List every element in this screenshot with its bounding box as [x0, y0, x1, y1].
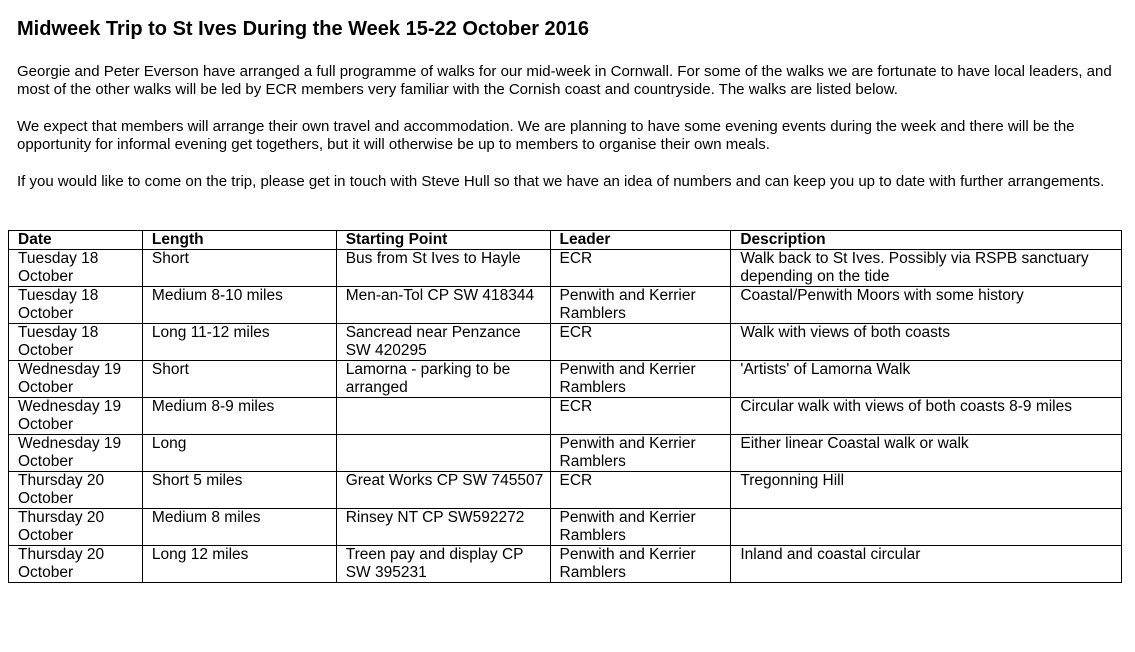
cell-length: Long 11-12 miles: [142, 324, 336, 361]
table-row: [9, 435, 1122, 472]
cell-starting-point: Bus from St Ives to Hayle: [336, 250, 550, 287]
cell-date: Thursday 20 October: [9, 472, 143, 509]
travel-paragraph: We expect that members will arrange their own travel and accommodation. We are planning to have some evening events during the week and there will be the opportunity for informal evening get togethers, but it will otherwise be up to members to organise their own meals.: [17, 118, 1075, 153]
cell-starting-point: [336, 435, 550, 472]
cell-date: Tuesday 18 October: [9, 250, 143, 287]
cell-description: Walk with views of both coasts: [731, 324, 1122, 361]
cell-starting-point: [336, 398, 550, 435]
page-title: Midweek Trip to St Ives During the Week 15-22 October 2016: [17, 18, 590, 40]
table-row: [9, 287, 1122, 324]
cell-starting-point: Great Works CP SW 745507: [336, 472, 550, 509]
cell-date: Wednesday 19 October: [9, 398, 143, 435]
cell-description: Walk back to St Ives. Possibly via RSPB sanctuary depending on the tide: [731, 250, 1122, 287]
cell-starting-point: Treen pay and display CP SW 395231: [336, 546, 550, 583]
cell-length: Medium 8-9 miles: [142, 398, 336, 435]
header-description: Description: [731, 231, 1122, 250]
cell-leader: ECR: [550, 250, 731, 287]
table-header-row: [9, 231, 1122, 250]
walks-table: [8, 230, 1122, 583]
cell-leader: Penwith and Kerrier Ramblers: [550, 435, 731, 472]
cell-starting-point: Rinsey NT CP SW592272: [336, 509, 550, 546]
table-row: [9, 324, 1122, 361]
header-leader: Leader: [550, 231, 731, 250]
cell-length: Long 12 miles: [142, 546, 336, 583]
cell-description: 'Artists' of Lamorna Walk: [731, 361, 1122, 398]
header-length: Length: [142, 231, 336, 250]
cell-leader: ECR: [550, 324, 731, 361]
table-row: [9, 509, 1122, 546]
cell-length: Short: [142, 250, 336, 287]
table-row: [9, 250, 1122, 287]
cell-description: Coastal/Penwith Moors with some history: [731, 287, 1122, 324]
cell-length: Short: [142, 361, 336, 398]
cell-leader: Penwith and Kerrier Ramblers: [550, 509, 731, 546]
cell-starting-point: Lamorna - parking to be arranged: [336, 361, 550, 398]
cell-leader: ECR: [550, 398, 731, 435]
table-row: [9, 361, 1122, 398]
cell-date: Thursday 20 October: [9, 546, 143, 583]
cell-date: Tuesday 18 October: [9, 287, 143, 324]
header-date: Date: [9, 231, 143, 250]
cell-leader: ECR: [550, 472, 731, 509]
cell-leader: Penwith and Kerrier Ramblers: [550, 287, 731, 324]
cell-length: Medium 8 miles: [142, 509, 336, 546]
cell-leader: Penwith and Kerrier Ramblers: [550, 361, 731, 398]
cell-length: Long: [142, 435, 336, 472]
table-row: [9, 472, 1122, 509]
cell-date: Wednesday 19 October: [9, 361, 143, 398]
table-row: [9, 398, 1122, 435]
contact-paragraph: If you would like to come on the trip, please get in touch with Steve Hull so that we have an idea of numbers and can keep you up to date with further arrangements.: [17, 173, 1105, 190]
cell-length: Short 5 miles: [142, 472, 336, 509]
cell-length: Medium 8-10 miles: [142, 287, 336, 324]
cell-description: Inland and coastal circular: [731, 546, 1122, 583]
cell-date: Tuesday 18 October: [9, 324, 143, 361]
cell-description: Either linear Coastal walk or walk: [731, 435, 1122, 472]
cell-starting-point: Men-an-Tol CP SW 418344: [336, 287, 550, 324]
cell-date: Wednesday 19 October: [9, 435, 143, 472]
cell-leader: Penwith and Kerrier Ramblers: [550, 546, 731, 583]
cell-description: [731, 509, 1122, 546]
cell-starting-point: Sancread near Penzance SW 420295: [336, 324, 550, 361]
header-starting-point: Starting Point: [336, 231, 550, 250]
cell-description: Tregonning Hill: [731, 472, 1122, 509]
table-row: [9, 546, 1122, 583]
intro-paragraph: Georgie and Peter Everson have arranged a full programme of walks for our mid-week in Cornwall. For some of the walks we are fortunate to have local leaders, and most of the other walks will be led by ECR members very familiar with the Cornish coast and countryside. The walks are listed below.: [17, 63, 1112, 98]
cell-description: Circular walk with views of both coasts 8-9 miles: [731, 398, 1122, 435]
cell-date: Thursday 20 October: [9, 509, 143, 546]
